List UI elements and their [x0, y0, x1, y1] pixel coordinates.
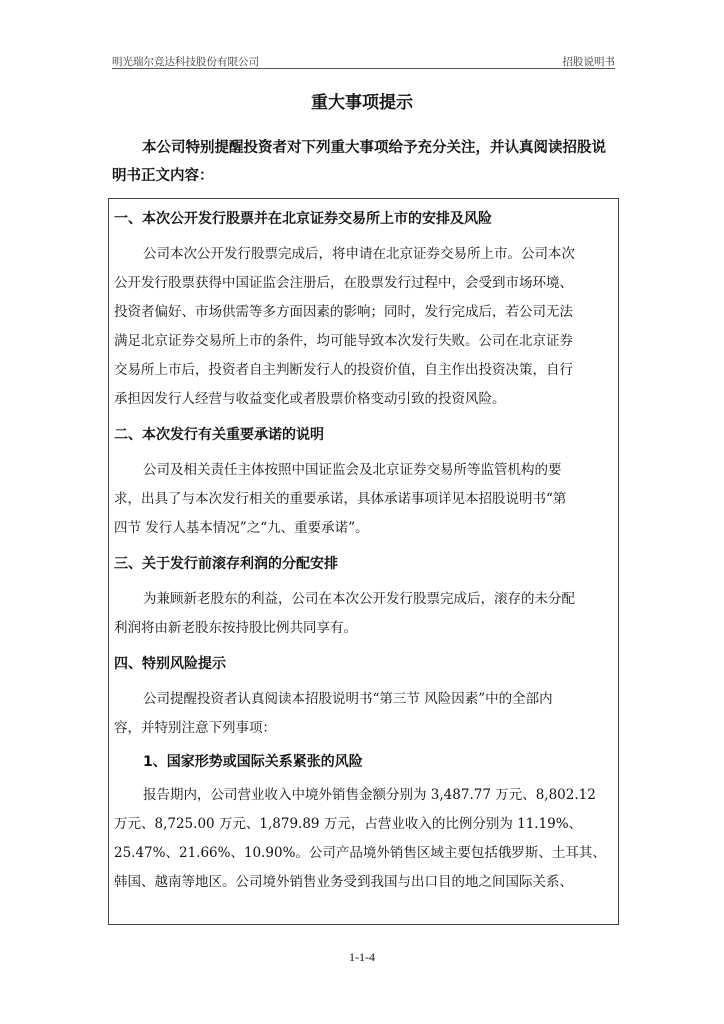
paragraph-line: 满足北京证券交易所上市的条件，均可能导致本次发行失败。公司在北京证券 [114, 333, 573, 349]
page-title: 重大事项提示 [311, 93, 413, 113]
header-divider [112, 68, 615, 69]
paragraph-line: 利润将由新老股东按持股比例共同享有。 [114, 620, 357, 636]
header-document-type: 招股说明书 [562, 56, 615, 68]
section-paragraph [114, 240, 614, 414]
notice-paragraph [112, 134, 615, 190]
paragraph-line: 公开发行股票获得中国证监会注册后，在股票发行过程中，会受到市场环境、 [114, 275, 573, 291]
section-paragraph [114, 456, 614, 543]
section-paragraph [114, 685, 614, 743]
section-heading: 三、关于发行前滚存利润的分配安排 [114, 556, 338, 572]
paragraph-line: 韩国、越南等地区。公司境外销售业务受到我国与出口目的地之间国际关系、 [114, 874, 573, 890]
paragraph-line: 公司及相关责任主体按照中国证监会及北京证券交易所等监管机构的要 [143, 462, 562, 478]
paragraph-line: 交易所上市后，投资者自主判断发行人的投资价值，自主作出投资决策，自行 [114, 362, 573, 378]
subsection-heading: 1、国家形势或国际关系紧张的风险 [143, 754, 363, 770]
paragraph-line: 25.47%、21.66%、10.90%。公司产品境外销售区域主要包括俄罗斯、土耳其、 [114, 845, 606, 861]
paragraph-line: 求，出具了与本次发行相关的重要承诺，具体承诺事项详见本招股说明书“第 [114, 491, 567, 507]
page-header [112, 50, 615, 70]
paragraph-line: 公司提醒投资者认真阅读本招股说明书“第三节 风险因素”中的全部内 [143, 691, 553, 707]
paragraph-line: 公司本次公开发行股票完成后，将申请在北京证券交易所上市。公司本次 [143, 246, 575, 262]
header-company-name: 明光瑞尔竞达科技股份有限公司 [112, 56, 259, 68]
paragraph-line: 投资者偏好、市场供需等多方面因素的影响；同时，发行完成后，若公司无法 [114, 304, 573, 320]
section-heading: 一、本次公开发行股票并在北京证券交易所上市的安排及风险 [114, 211, 492, 227]
section-heading: 四、特别风险提示 [114, 656, 226, 672]
paragraph-line: 报告期内，公司营业收入中境外销售金额分别为 3,487.77 万元、8,802.12 [143, 787, 596, 803]
paragraph-line: 容，并特别注意下列事项： [114, 720, 276, 736]
notice-line: 本公司特别提醒投资者对下列重大事项给予充分关注，并认真阅读招股说 [142, 140, 606, 156]
main-content [114, 204, 614, 897]
section-paragraph [114, 585, 614, 643]
paragraph-line: 四节 发行人基本情况”之“九、重要承诺”。 [114, 520, 369, 536]
paragraph-line: 承担因发行人经营与收益变化或者股票价格变动引致的投资风险。 [114, 391, 506, 407]
section-heading: 二、本次发行有关重要承诺的说明 [114, 427, 324, 443]
subsection-paragraph [114, 781, 614, 897]
paragraph-line: 万元、8,725.00 万元、1,879.89 万元，占营业收入的比例分别为 11.19%、 [114, 816, 583, 832]
notice-line: 明书正文内容： [112, 168, 214, 184]
page-number: 1-1-4 [349, 950, 375, 964]
paragraph-line: 为兼顾新老股东的利益，公司在本次公开发行股票完成后，滚存的未分配 [143, 591, 575, 607]
